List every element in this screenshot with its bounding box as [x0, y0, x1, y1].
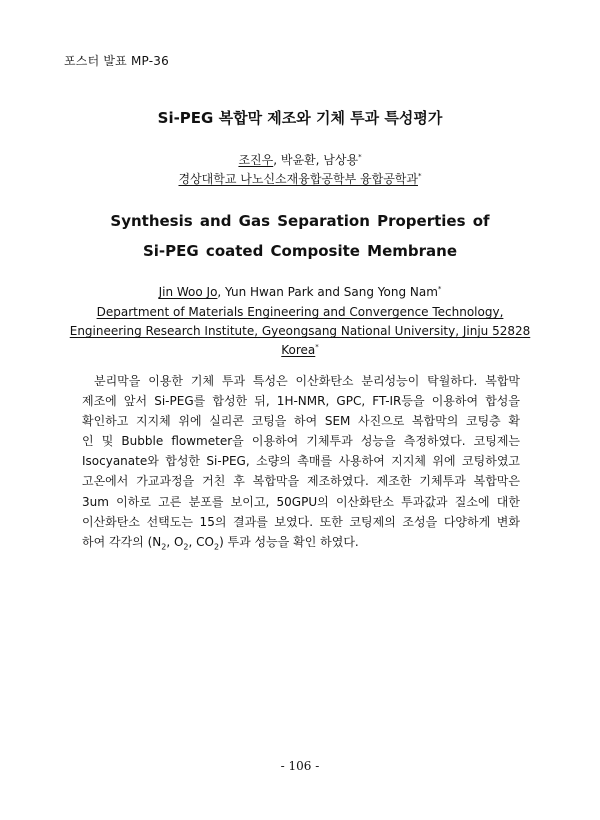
affiliation-mark: *	[315, 343, 319, 351]
abstract-line: 고온에서 가교과정을 거친 후 복합막을 제조하였다. 제조한 기체투과 복합막은	[82, 474, 520, 489]
author-separator: ,	[273, 153, 281, 167]
korean-affiliation	[0, 170, 600, 187]
subscript: 2	[213, 542, 220, 552]
abstract-line: 인 및 Bubble flowmeter을 이용하여 기체투과 성능을 측정하였다. 코팅제는	[82, 434, 520, 449]
abstract-line9-prefix: 하여 각각의 (N	[82, 534, 162, 549]
english-affiliation-line2: Engineering Research Institute, Gyeongsang National University, Jinju 52828	[69, 324, 531, 338]
korean-author-third: 남상용	[323, 153, 359, 167]
korean-affiliation-text: 경상대학교 나노신소재융합공학부 융합공학과	[178, 172, 418, 186]
abstract-line: 3um 이하로 고른 분포를 보이고, 50GPU의 이산화탄소 투과값과 질소에 대한	[82, 494, 520, 509]
english-affiliation-line1: Department of Materials Engineering and Convergence Technology,	[96, 305, 504, 319]
english-author-first: Jin Woo Jo	[158, 285, 218, 299]
abstract-line9-suffix: ) 투과 성능을 확인 하였다.	[219, 534, 359, 549]
english-affiliation	[0, 303, 600, 360]
abstract-line: Isocyanate와 합성한 Si-PEG, 소량의 촉매를 사용하여 지지체 위에 코팅하였고	[82, 454, 520, 469]
corresponding-mark: *	[358, 153, 362, 161]
author-separator: ,	[315, 153, 324, 167]
session-label: 포스터 발표 MP-36	[64, 54, 169, 68]
english-title-line1: Synthesis and Gas Separation Properties of	[110, 212, 490, 230]
korean-authors	[0, 151, 600, 168]
abstract-line: 확인하고 지지체 위에 실리콘 코팅을 하여 SEM 사진으로 복합막의 코팅층 확	[82, 414, 520, 429]
korean-author-first: 조진우	[238, 153, 274, 167]
english-affiliation-line3: Korea	[281, 343, 316, 357]
abstract-line-final	[82, 532, 520, 552]
subscript: 2	[183, 542, 189, 552]
abstract-body	[82, 371, 520, 552]
abstract-line: 제조에 앞서 Si-PEG를 합성한 뒤, 1H-NMR, GPC, FT-IR등을 이용하여 합성을	[82, 394, 520, 409]
english-title-line2: Si-PEG coated Composite Membrane	[142, 242, 458, 260]
abstract-line: 분리막을 이용한 기체 투과 특성은 이산화탄소 분리성능이 탁월하다. 복합막	[94, 374, 520, 388]
formula-separator: , CO	[188, 534, 214, 549]
abstract-line: 이산화탄소 선택도는 15의 결과를 보였다. 또한 코팅제의 조성을 다양하게 변화	[82, 514, 520, 529]
page-number: - 106 -	[280, 759, 320, 773]
subscript: 2	[161, 542, 167, 552]
english-title	[0, 206, 600, 266]
corresponding-mark: *	[437, 285, 442, 293]
korean-title: Si-PEG 복합막 제조와 기체 투과 특성평가	[157, 109, 443, 127]
korean-author-second: 박윤환	[280, 153, 316, 167]
formula-separator: , O	[166, 534, 184, 549]
affiliation-mark: *	[417, 172, 422, 180]
english-authors	[0, 285, 600, 299]
english-authors-rest: , Yun Hwan Park and Sang Yong Nam	[217, 285, 438, 299]
